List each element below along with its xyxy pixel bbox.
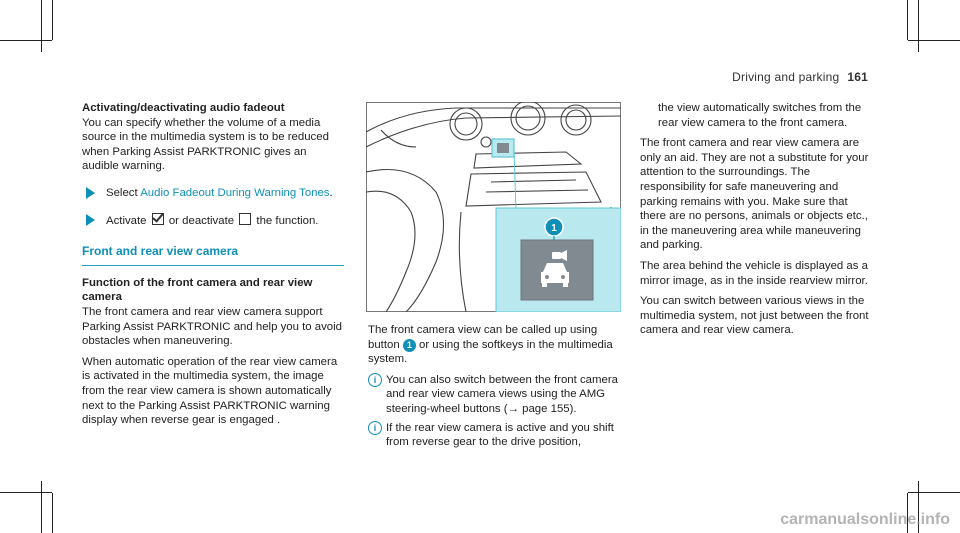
- step-arrow-icon: [86, 187, 95, 199]
- info-icon: i: [368, 421, 382, 435]
- fadeout-heading: Activating/deactivating audio fadeout: [82, 102, 285, 114]
- page-number: 161: [847, 70, 868, 84]
- crop-mark: [41, 481, 42, 533]
- crop-mark: [0, 492, 52, 493]
- aid-body: The front camera and rear view camera are only an aid. They are not a substitute for your attention to the surroundings. The responsibility for safe maneuvering and parking remains with you. Make sure that there are no persons, animals or objects etc., in the maneuvering area while maneuvering and parking.: [640, 137, 869, 252]
- step-activate: [82, 213, 344, 229]
- step-text: .: [329, 186, 333, 199]
- call-up-text: or using the softkeys in the multimedia system.: [368, 338, 613, 366]
- fadeout-body: You can specify whether the volume of a media source in the multimedia system is to be reduced when Parking Assist PARKTRONIC gives an audible warning.: [82, 116, 329, 173]
- section-heading: Front and rear view camera: [82, 244, 344, 266]
- function-body: The front camera and rear view camera support Parking Assist PARKTRONIC and help you to avoid obstacles when maneuvering.: [82, 305, 342, 348]
- note-steering: [368, 373, 620, 417]
- note-text: You can also switch between the front camera and rear view camera views using the AMG steering-wheel buttons (→ page 155).: [386, 373, 618, 415]
- step-text: Select: [106, 186, 141, 199]
- dashboard-illustration: [366, 102, 621, 312]
- mirror-body: The area behind the vehicle is displayed as a mirror image, as in the inside rearview mirror.: [640, 259, 868, 287]
- note-reverse: [368, 421, 620, 450]
- column-left: [82, 101, 344, 434]
- callout-1: 1: [403, 339, 416, 352]
- watermark: carmanualsonline.info: [780, 511, 950, 528]
- call-up-text: The front camera view can be called up using button: [368, 324, 598, 351]
- call-up-body: [368, 323, 620, 367]
- step-text: or deactivate: [165, 214, 238, 227]
- step-text: Activate: [106, 214, 150, 227]
- crop-mark: [908, 40, 960, 41]
- checkbox-checked-icon: [152, 213, 164, 225]
- info-icon: i: [368, 373, 382, 387]
- crop-mark: [908, 492, 960, 493]
- crop-mark: [907, 0, 908, 40]
- crop-mark: [0, 40, 52, 41]
- crop-mark: [41, 0, 42, 52]
- page-header: [732, 70, 868, 84]
- step-text: the function.: [253, 214, 319, 227]
- crop-mark: [52, 493, 53, 533]
- column-right: [640, 101, 872, 344]
- switch-body: You can switch between various views in the multimedia system, not just between the front camera and rear view camera.: [640, 295, 869, 337]
- audio-fadeout-link[interactable]: Audio Fadeout During Warning Tones: [140, 186, 330, 199]
- continuation-text: the view automatically switches from the rear view camera to the front camera.: [658, 102, 862, 129]
- function-heading: Function of the front camera and rear view camera: [82, 276, 313, 304]
- crop-mark: [52, 0, 53, 40]
- crop-mark: [918, 0, 919, 52]
- note-text: If the rear view camera is active and you shift from reverse gear to the drive position,: [386, 421, 614, 449]
- step-select: [82, 186, 344, 201]
- checkbox-empty-icon: [239, 213, 251, 225]
- section-name: Driving and parking: [732, 70, 840, 84]
- column-middle: [368, 323, 620, 454]
- automatic-body: When automatic operation of the rear view camera is activated in the multimedia system, the image from the rear view camera is shown automatically next to the Parking Assist PARKTRONIC warning display when reverse gear is engaged .: [82, 355, 338, 427]
- figure-callout: 1: [551, 223, 557, 234]
- step-arrow-icon: [86, 214, 95, 226]
- dashboard-figure: [366, 102, 621, 312]
